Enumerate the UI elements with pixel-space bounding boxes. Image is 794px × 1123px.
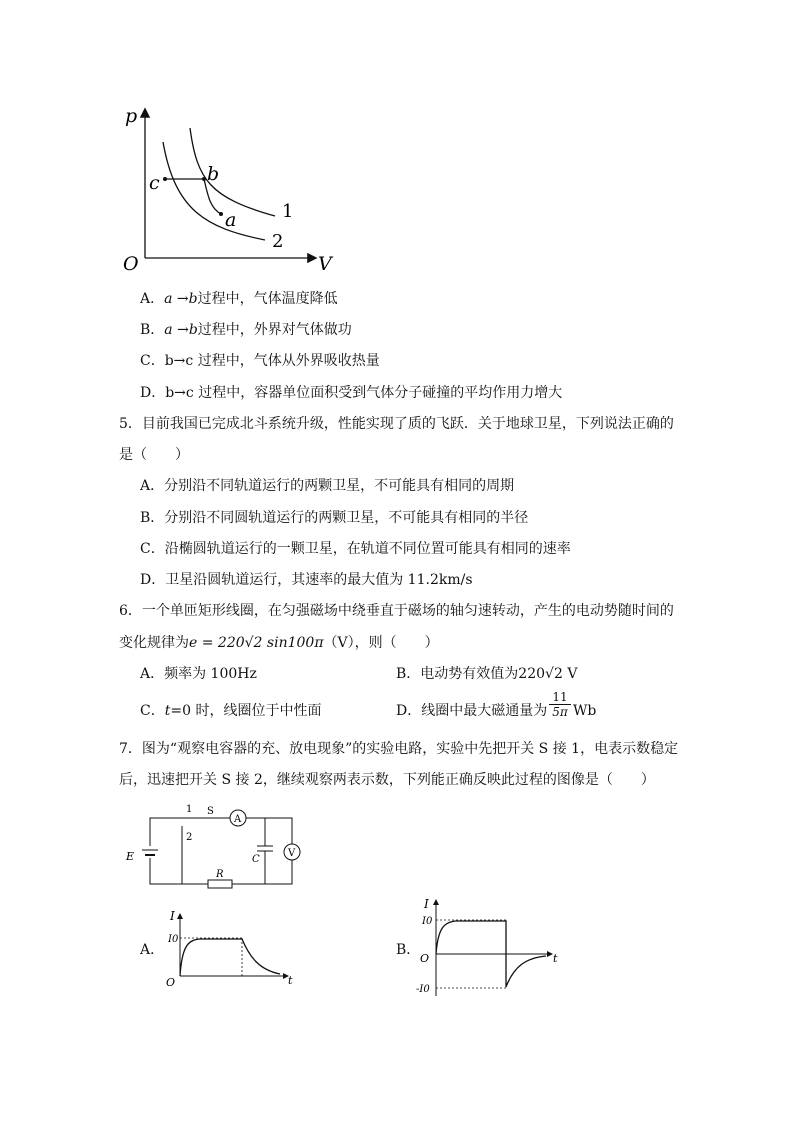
graph-a-label-t: t: [288, 974, 293, 987]
graph-b-label: B．: [396, 942, 421, 958]
q6-equation: e = 220√2 sin100π: [189, 635, 324, 651]
label-A: A: [234, 814, 242, 825]
graph-a-label-I: I: [170, 909, 175, 923]
point-c: [163, 177, 167, 181]
q5-stem-line2: 是（ ）: [119, 447, 189, 463]
pv-graph: [115, 100, 345, 275]
label-R: R: [216, 869, 224, 880]
graph-b-label-I0: I0: [422, 916, 433, 927]
label-E: E: [126, 850, 135, 863]
q4-option-b: B．a →b过程中，外界对气体做功: [140, 322, 352, 338]
wire-top-left: [150, 818, 182, 846]
label-1: 1: [186, 804, 193, 815]
isotherm-2: [163, 142, 265, 240]
label-V: V: [318, 253, 332, 275]
q4-option-c: C．b→c 过程中，气体从外界吸收热量: [140, 353, 380, 369]
graph-a: [160, 908, 300, 990]
q6-stem-line1: 6．一个单匝矩形线圈，在匀强磁场中绕垂直于磁场的轴匀速转动，产生的电动势随时间的: [119, 603, 674, 619]
label-V: V: [288, 848, 296, 859]
fraction-numerator: 11: [549, 690, 571, 705]
q6-stem-line2: 变化规律为e = 220√2 sin100π（V），则（ ）: [119, 635, 439, 651]
label-a: a: [225, 209, 237, 231]
wire-top-right: [246, 818, 292, 844]
label-S: S: [207, 806, 214, 817]
q5-option-d: D．卫星沿圆轨道运行，其速率的最大值为 11.2km/s: [140, 572, 473, 588]
graph-b-label-O: O: [420, 952, 430, 965]
label-b: b: [207, 163, 220, 185]
q5-option-c: C．沿椭圆轨道运行的一颗卫星，在轨道不同位置可能具有相同的速率: [140, 541, 571, 557]
q6-fraction: [549, 690, 571, 719]
graph-b-label-negI0: -I0: [416, 984, 430, 995]
label-curve-2: 2: [272, 231, 284, 252]
fraction-denominator: 5π: [552, 705, 568, 719]
q4-option-d: D．b→c 过程中，容器单位面积受到气体分子碰撞的平均作用力增大: [140, 385, 563, 401]
graph-b-label-t: t: [553, 952, 558, 965]
graph-a-label-I0: I0: [168, 934, 179, 945]
graph-b-label-I: I: [424, 897, 429, 911]
q6-option-a: A．频率为 100Hz: [140, 666, 257, 682]
q7-stem-line1: 7．图为“观察电容器的充、放电现象”的实验电路，实验中先把开关 S 接 1，电表示数稳定: [119, 741, 679, 757]
q4-option-a: A．a →b过程中，气体温度降低: [140, 291, 338, 307]
q6-option-c: C．t=0 时，线圈位于中性面: [140, 703, 322, 719]
q6-option-b: B．电动势有效值为220√2 V: [396, 666, 578, 682]
label-O: O: [123, 253, 139, 275]
point-a: [219, 212, 223, 216]
graph-b: [416, 896, 566, 1000]
label-C: C: [252, 854, 260, 865]
q5-option-b: B．分别沿不同圆轨道运行的两颗卫星，不可能具有相同的半径: [140, 510, 529, 526]
point-b: [202, 177, 206, 181]
label-curve-1: 1: [282, 201, 294, 222]
isotherm-1: [190, 128, 275, 216]
label-2: 2: [186, 832, 193, 843]
q6-option-d: D．线圈中最大磁通量为: [396, 703, 548, 719]
wire-bottom-left: [150, 858, 208, 884]
circuit-diagram: [120, 800, 310, 895]
q6-unit-wb: Wb: [573, 703, 597, 719]
graph-a-label-O: O: [166, 976, 176, 989]
q7-stem-line2: 后，迅速把开关 S 接 2，继续观察两表示数，下列能正确反映此过程的图像是（ ）: [119, 772, 655, 788]
wire-right-bottom: [232, 860, 292, 884]
q5-stem-line1: 5．目前我国已完成北斗系统升级，性能实现了质的飞跃．关于地球卫星，下列说法正确的: [119, 416, 674, 432]
graph-a-label: A．: [140, 942, 165, 958]
label-p: p: [125, 105, 138, 127]
graph-a-curve: [180, 939, 280, 976]
q5-option-a: A．分别沿不同轨道运行的两颗卫星，不可能具有相同的周期: [140, 478, 515, 494]
label-c: c: [149, 172, 160, 194]
resistor: [208, 880, 232, 888]
